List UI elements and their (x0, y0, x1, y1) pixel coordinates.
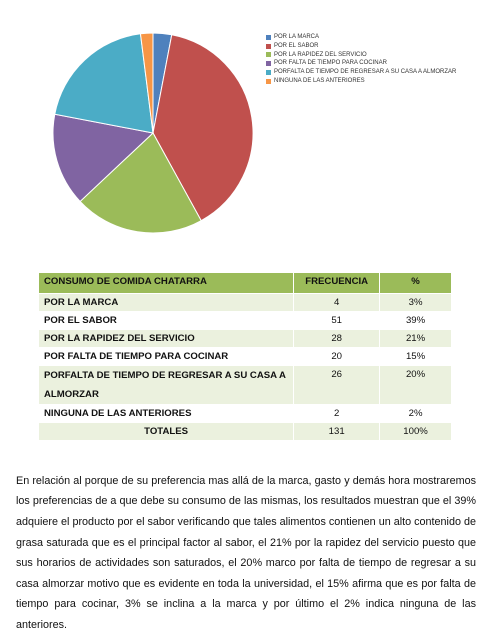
legend-label: PORFALTA DE TIEMPO DE REGRESAR A SU CASA A ALMORZAR (274, 69, 457, 76)
legend-swatch (266, 52, 271, 57)
pie-chart (0, 0, 260, 240)
table-row (39, 294, 452, 312)
row-percent: 20% (380, 366, 452, 405)
row-frequency: 4 (294, 294, 380, 312)
legend-swatch (266, 70, 271, 75)
row-label: NINGUNA DE LAS ANTERIORES (39, 405, 294, 423)
legend-label: POR EL SABOR (274, 42, 319, 49)
table-row (39, 312, 452, 330)
table-row (39, 366, 452, 405)
legend-swatch (266, 61, 271, 66)
total-frequency: 131 (294, 423, 380, 441)
row-percent: 3% (380, 294, 452, 312)
row-label: POR LA RAPIDEZ DEL SERVICIO (39, 330, 294, 348)
row-label: POR EL SABOR (39, 312, 294, 330)
frequency-table (38, 272, 452, 441)
legend-label: POR LA MARCA (274, 34, 320, 40)
table-total-row (39, 423, 452, 441)
table-row (39, 330, 452, 348)
column-header-percent: % (380, 273, 452, 294)
chart-legend (266, 33, 456, 86)
total-label: TOTALES (39, 423, 294, 441)
row-frequency: 51 (294, 312, 380, 330)
legend-label: POR LA RAPIDEZ DEL SERVICIO (274, 51, 367, 58)
legend-item (266, 51, 456, 60)
row-percent: 39% (380, 312, 452, 330)
column-header-frecuencia: FRECUENCIA (294, 273, 380, 294)
row-percent: 15% (380, 348, 452, 366)
row-label: POR FALTA DE TIEMPO PARA COCINAR (39, 348, 294, 366)
row-frequency: 20 (294, 348, 380, 366)
row-frequency: 2 (294, 405, 380, 423)
row-label: POR LA MARCA (39, 294, 294, 312)
table-header-row (39, 273, 452, 294)
legend-label: POR FALTA DE TIEMPO PARA COCINAR (274, 60, 387, 67)
legend-item (266, 77, 456, 86)
total-percent: 100% (380, 423, 452, 441)
row-percent: 2% (380, 405, 452, 423)
row-frequency: 26 (294, 366, 380, 405)
analysis-paragraph: En relación al porque de su preferencia mas allá de la marca, gasto y demás hora mostraremos los preferencias de a que debe su consumo de las mismas, los resultados muestran que el 39% adquiere el producto por el sabor verificando que tales alimentos contienen un alto contenido de grasa saturada que es el principal factor al sabor, el 21% por la rapidez del servicio puesto que sus horarios de actividades son saturados, el 20% marco por falta de tiempo de regresar a su casa almorzar motivo que es evidente en toda la universidad, el 15% afirma que es por falta de tiempo para cocinar, 3% se inclina a la marca y por último el 2% indica ninguna de las anteriores. (16, 474, 476, 631)
table-row (39, 348, 452, 366)
legend-item (266, 33, 456, 42)
legend-item (266, 42, 456, 51)
legend-item (266, 68, 456, 77)
legend-swatch (266, 35, 271, 40)
legend-label: NINGUNA DE LAS ANTERIORES (274, 77, 365, 84)
legend-item (266, 59, 456, 68)
column-header-consumo: CONSUMO DE COMIDA CHATARRA (39, 273, 294, 294)
legend-swatch (266, 44, 271, 49)
row-frequency: 28 (294, 330, 380, 348)
table-row (39, 405, 452, 423)
row-percent: 21% (380, 330, 452, 348)
row-label: PORFALTA DE TIEMPO DE REGRESAR A SU CASA A ALMORZAR (39, 366, 294, 405)
legend-swatch (266, 79, 271, 84)
